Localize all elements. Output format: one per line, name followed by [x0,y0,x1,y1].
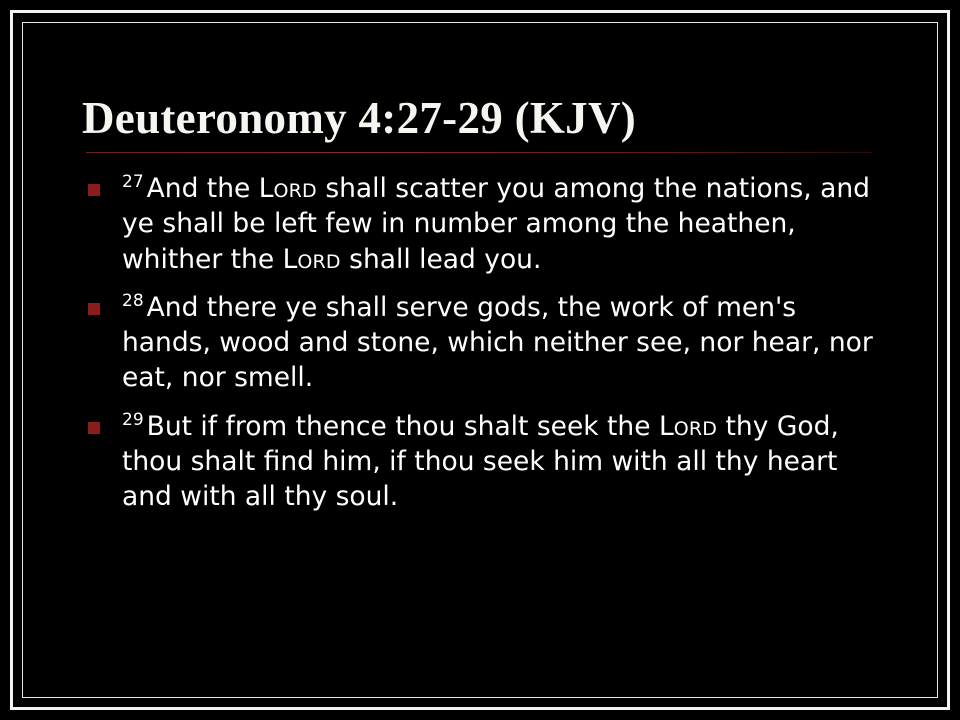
verse-number: 29 [122,409,144,430]
verse-number: 28 [122,291,144,312]
divine-name [659,411,717,442]
verse-text: shall lead you. [340,243,542,275]
divine-name [283,244,341,275]
list-item [82,171,880,277]
verse-number: 27 [122,172,144,193]
list-item [82,290,880,396]
page-title: Deuteronomy 4:27-29 (KJV) [82,93,637,143]
verse-text: thy God, thou shalt find him, if thou seek him with all thy heart and with all thy soul. [122,410,839,513]
divine-name-smallcaps: ORD [673,417,718,440]
divine-name-smallcaps: ORD [273,180,317,203]
divine-name [259,173,317,204]
list-item [82,409,880,515]
square-bullet-icon [88,422,100,434]
divine-name-initial: L [258,173,274,205]
verse-text: shall scatter you among the nations, and ye shall be left few in number among the heathen, whither the [122,173,870,275]
verse-text: But if from thence thou shalt seek the [146,410,659,442]
divine-name-initial: L [658,410,674,442]
title-divider [86,152,872,153]
verse-text: And there ye shall serve gods, the work of men's hands, wood and stone, which neither see, nor hear, nor eat, nor smell. [122,291,873,394]
square-bullet-icon [88,184,100,196]
verse-list [82,171,880,514]
slide-content [40,40,920,680]
divine-name-smallcaps: ORD [297,250,341,273]
divine-name-initial: L [282,243,298,275]
square-bullet-icon [88,303,100,315]
verse-text: And the [146,173,259,205]
